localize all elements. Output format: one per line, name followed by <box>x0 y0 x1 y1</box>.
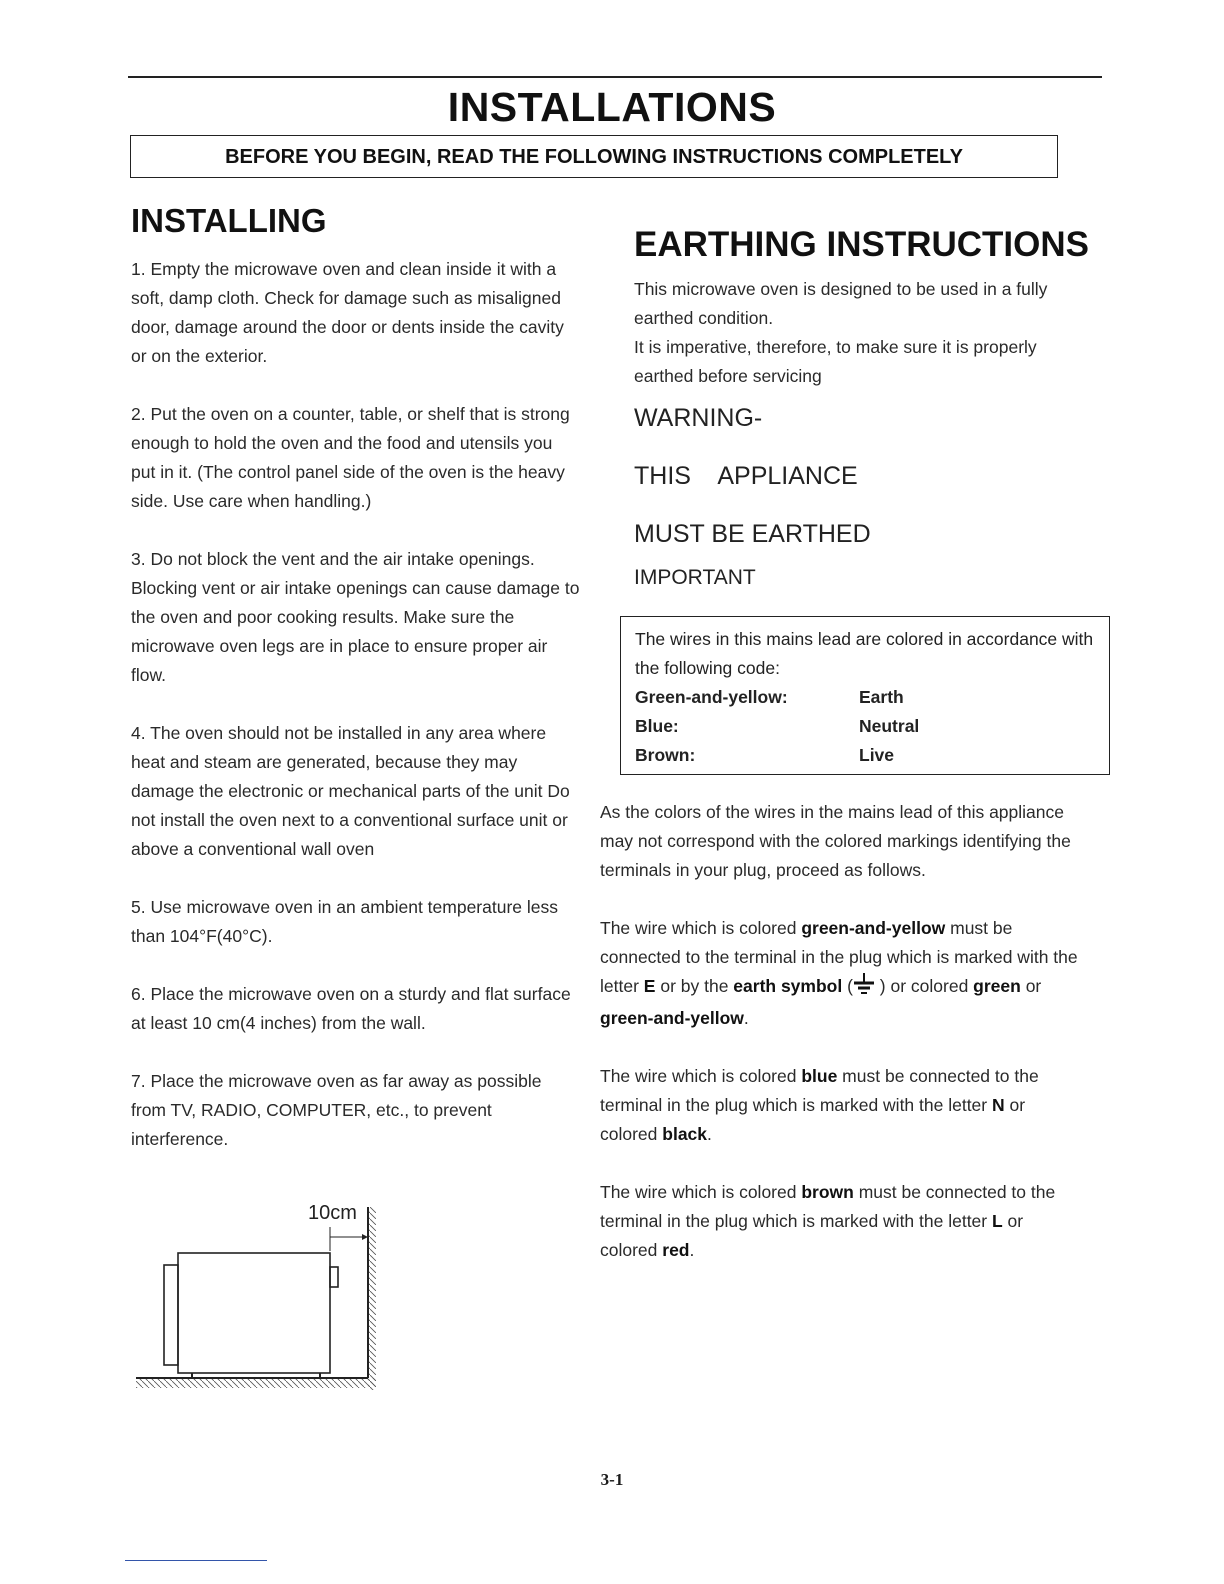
installing-item-2: 2. Put the oven on a counter, table, or shelf that is strong enough to hold the oven and the food and utensils you put in it. (The control panel side of the oven is the heavy side. Use care when handling.) <box>131 404 570 511</box>
bold-run: N <box>991 1095 1005 1115</box>
page-title: INSTALLATIONS <box>447 84 777 130</box>
bold-run: red <box>662 1240 690 1260</box>
installing-list <box>131 255 581 1183</box>
installing-item-4: 4. The oven should not be installed in any area where heat and steam are generated, because they may damage the electronic or mechanical parts of the unit Do not install the oven next to a conventional surface unit or above a conventional wall oven <box>131 723 570 859</box>
colors-note: As the colors of the wires in the mains lead of this appliance may not correspond with the colored markings identifying the terminals in your plug, proceed as follows. <box>600 802 1071 880</box>
text-run: or colored <box>600 1211 1024 1260</box>
bold-run: green-and-yellow <box>801 918 946 938</box>
wire-code-row <box>635 683 1109 712</box>
brown-instruction <box>600 1178 1080 1265</box>
installing-heading: INSTALLING <box>131 202 327 239</box>
green-yellow-instruction <box>600 914 1080 1033</box>
earthing-heading: EARTHING INSTRUCTIONS <box>634 225 1089 264</box>
bold-run: L <box>991 1211 1003 1231</box>
installing-item-5: 5. Use microwave oven in an ambient temperature less than 104°F(40°C). <box>131 897 559 946</box>
warning-line-2: THIS APPLIANCE <box>634 462 858 490</box>
text-run: must be connected to the terminal in the plug which is marked with the letter <box>600 1066 1039 1115</box>
wire-code-box <box>620 616 1110 775</box>
text-run: or by the <box>655 976 734 996</box>
text-run: . <box>743 1008 749 1028</box>
bold-run: brown <box>801 1182 854 1202</box>
important-label: IMPORTANT <box>634 566 756 589</box>
text-run: The wire which is colored <box>600 918 802 938</box>
text-run: The wire which is colored <box>600 1066 802 1086</box>
wire-code-intro: The wires in this mains lead are colored in accordance with the following code: <box>635 629 1094 678</box>
bold-run: blue <box>801 1066 838 1086</box>
wire-code-value: Live <box>859 745 895 765</box>
wire-code-label: Brown: <box>635 745 696 765</box>
footnote-rule <box>125 1560 267 1561</box>
text-run: ) or colored <box>874 976 974 996</box>
top-rule <box>128 76 1102 78</box>
earthing-intro <box>634 275 1094 391</box>
oven-clearance-diagram <box>130 1195 390 1405</box>
earthing-intro-1: This microwave oven is designed to be used in a fully earthed condition. <box>634 279 1048 328</box>
oven-door <box>164 1265 178 1365</box>
wire-code-value: Earth <box>859 687 904 707</box>
bold-run: green <box>973 976 1021 996</box>
wire-code-label: Green-and-yellow: <box>635 687 788 707</box>
warning-line-1: WARNING- <box>634 404 763 432</box>
wire-code-value: Neutral <box>859 716 920 736</box>
wall-hatch <box>368 1207 376 1390</box>
oven-back-tab <box>330 1267 338 1287</box>
installing-item-6: 6. Place the microwave oven on a sturdy and flat surface at least 10 cm(4 inches) from the wall. <box>131 984 571 1033</box>
text-run: . <box>689 1240 695 1260</box>
text-run: ( <box>842 976 853 996</box>
installing-item-3: 3. Do not block the vent and the air intake openings. Blocking vent or air intake openings can cause damage to the oven and poor cooking results. Make sure the microwave oven legs are in place to ensure proper air flow. <box>131 549 580 685</box>
bold-run: green-and-yellow <box>600 1008 744 1028</box>
bold-run: black <box>662 1124 708 1144</box>
installing-item-7: 7. Place the microwave oven as far away as possible from TV, RADIO, COMPUTER, etc., to prevent interference. <box>131 1071 542 1149</box>
wire-code-label: Blue: <box>635 716 679 736</box>
text-run: The wire which is colored <box>600 1182 802 1202</box>
warning-line-3: MUST BE EARTHED <box>634 520 871 548</box>
clearance-label: 10cm <box>308 1202 357 1224</box>
oven-body <box>178 1253 330 1373</box>
wire-code-row <box>635 741 1109 770</box>
installing-item-1: 1. Empty the microwave oven and clean inside it with a soft, damp cloth. Check for damage such as misaligned door, damage around the door or dents inside the cavity or on the exterior. <box>131 259 564 366</box>
floor-hatch <box>136 1378 376 1388</box>
text-run: . <box>707 1124 712 1144</box>
text-run: or <box>1020 976 1042 996</box>
text-run: or colored <box>600 1095 1026 1144</box>
text-run: must be connected to the terminal in the plug which is marked with the letter <box>600 1182 1056 1231</box>
earth-symbol-icon <box>853 973 875 1004</box>
wire-code-row <box>635 712 1109 741</box>
bold-run: E <box>643 976 656 996</box>
bold-run: earth symbol <box>733 976 843 996</box>
page-number: 3-1 <box>600 1470 624 1489</box>
wire-connection-instructions <box>600 798 1080 1294</box>
instructions-banner: BEFORE YOU BEGIN, READ THE FOLLOWING INSTRUCTIONS COMPLETELY <box>130 135 1058 178</box>
blue-instruction <box>600 1062 1080 1149</box>
earthing-intro-2: It is imperative, therefore, to make sure it is properly earthed before servicing <box>634 337 1037 386</box>
text-run: must be connected to the terminal in the plug which is marked with the letter <box>600 918 1078 996</box>
